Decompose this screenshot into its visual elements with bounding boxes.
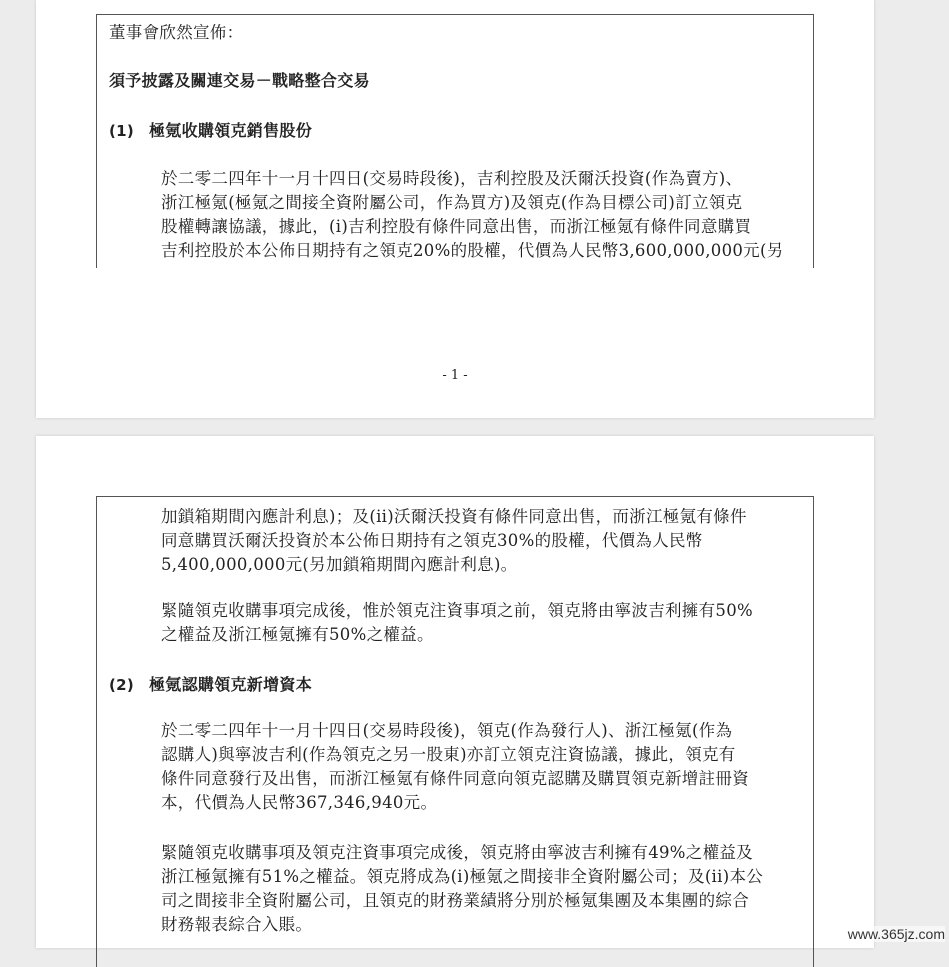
text-line: 5,400,000,000元(另加鎖箱期間內應計利息)。 (161, 555, 518, 574)
text-line: 股權轉讓協議，據此，(i)吉利控股有條件同意出售，而浙江極氪有條件同意購買 (161, 217, 752, 236)
site-watermark: www.365jz.com (847, 926, 945, 942)
text-line: 緊隨領克收購事項及領克注資事項完成後，領克將由寧波吉利擁有49%之權益及 (161, 843, 753, 862)
text-line: 認購人)與寧波吉利(作為領克之另一股東)亦訂立領克注資協議，據此，領克有 (161, 745, 736, 764)
document-page-2 (36, 436, 874, 948)
text-line: 財務報表綜合入賬。 (161, 915, 313, 934)
text-line: 浙江極氪擁有51%之權益。領克將成為(i)極氪之間接非全資附屬公司；及(ii)本公 (161, 867, 764, 886)
text-line: 條件同意發行及出售，而浙江極氪有條件同意向領克認購及購買領克新增註冊資 (161, 769, 749, 788)
text-line: 於二零二四年十一月十四日(交易時段後)，吉利控股及沃爾沃投資(作為賣方)、 (161, 169, 743, 188)
announcement-frame (96, 14, 814, 268)
announcement-heading: 須予披露及關連交易－戰略整合交易 (109, 71, 370, 90)
section-1-header (109, 119, 801, 143)
text-line: 緊隨領克收購事項完成後，惟於領克注資事項之前，領克將由寧波吉利擁有50% (161, 601, 753, 620)
text-line: 加鎖箱期間內應計利息)；及(ii)沃爾沃投資有條件同意出售，而浙江極氪有條件 (161, 507, 747, 526)
text-line: 本，代價為人民幣367,346,940元。 (161, 793, 438, 812)
text-line: 司之間接非全資附屬公司，且領克的財務業績將分別於極氪集團及本集團的綜合 (161, 891, 749, 910)
section-number: (1) (109, 122, 135, 140)
text-line: 同意購買沃爾沃投資於本公佈日期持有之領克30%的股權，代價為人民幣 (161, 531, 703, 550)
intro-text: 董事會欣然宣佈： (109, 23, 244, 42)
text-line: 之權益及浙江極氪擁有50%之權益。 (161, 625, 434, 644)
document-page-1 (36, 0, 874, 418)
section-number: (2) (109, 676, 135, 694)
section-title: 極氪認購領克新增資本 (149, 675, 313, 694)
text-line: 吉利控股於本公佈日期持有之領克20%的股權，代價為人民幣3,600,000,000元(另 (161, 241, 784, 260)
section-title: 極氪收購領克銷售股份 (149, 121, 313, 140)
text-line: 於二零二四年十一月十四日(交易時段後)，領克(作為發行人)、浙江極氪(作為 (161, 721, 733, 740)
page-number: - 1 - (442, 368, 468, 383)
section-2-header (109, 673, 801, 697)
announcement-frame (96, 496, 814, 967)
text-line: 浙江極氪(極氪之間接全資附屬公司，作為買方)及領克(作為目標公司)訂立領克 (161, 193, 743, 212)
